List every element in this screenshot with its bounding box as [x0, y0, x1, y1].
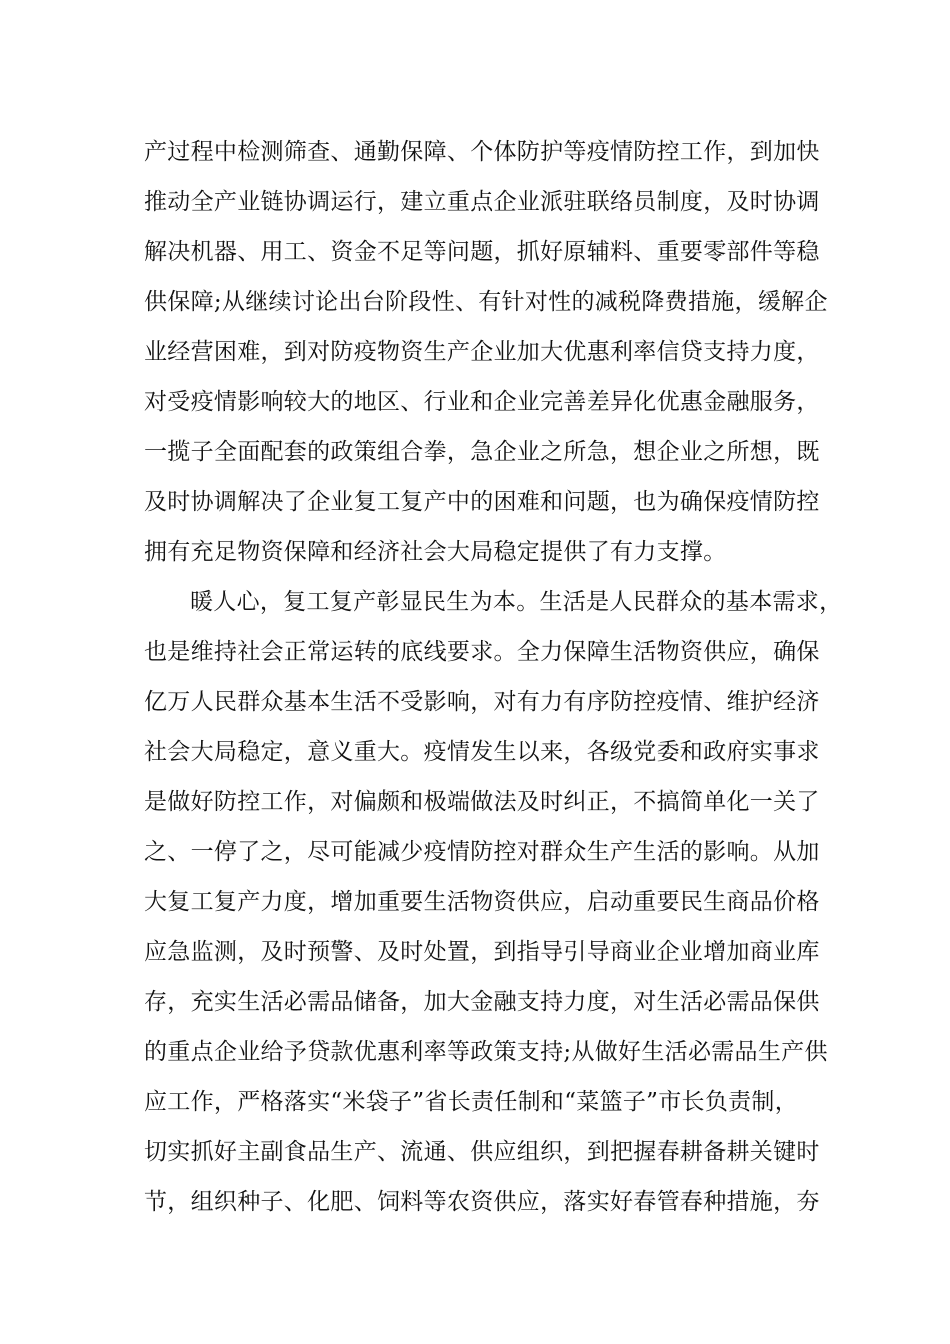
text-line: 产过程中检测筛查、通勤保障、个体防护等疫情防控工作，到加快: [144, 139, 820, 165]
text-line: 也是维持社会正常运转的底线要求。全力保障生活物资供应，确保: [144, 639, 820, 665]
text-line: 业经营困难，到对防疫物资生产企业加大优惠利率信贷支持力度，: [144, 339, 820, 365]
text-line: 的重点企业给予贷款优惠利率等政策支持;从做好生活必需品生产供: [144, 1039, 828, 1065]
text-line: 及时协调解决了企业复工复产中的困难和问题，也为确保疫情防控: [144, 489, 820, 515]
text-line: 大复工复产力度，增加重要生活物资供应，启动重要民生商品价格: [144, 889, 820, 915]
text-line: 亿万人民群众基本生活不受影响，对有力有序防控疫情、维护经济: [144, 689, 820, 715]
text-line: 节，组织种子、化肥、饲料等农资供应，落实好春管春种措施，夯: [144, 1189, 820, 1215]
text-line: 之、一停了之，尽可能减少疫情防控对群众生产生活的影响。从加: [144, 839, 820, 865]
text-line: 应工作，严格落实“米袋子”省长责任制和“菜篮子”市长负责制，: [144, 1089, 799, 1115]
text-line: 对受疫情影响较大的地区、行业和企业完善差异化优惠金融服务，: [144, 389, 820, 415]
text-line: 推动全产业链协调运行，建立重点企业派驻联络员制度，及时协调: [144, 189, 820, 215]
text-line: 供保障;从继续讨论出台阶段性、有针对性的减税降费措施，缓解企: [144, 289, 828, 315]
text-line: 切实抓好主副食品生产、流通、供应组织，到把握春耕备耕关键时: [144, 1139, 820, 1165]
paragraph-first-line: 暖人心，复工复产彰显民生为本。生活是人民群众的基本需求，: [190, 589, 843, 615]
text-line: 解决机器、用工、资金不足等问题，抓好原辅料、重要零部件等稳: [144, 239, 820, 265]
text-line: 一揽子全面配套的政策组合拳，急企业之所急，想企业之所想，既: [144, 439, 820, 465]
text-line: 是做好防控工作，对偏颇和极端做法及时纠正，不搞简单化一关了: [144, 789, 820, 815]
text-line: 存，充实生活必需品储备，加大金融支持力度，对生活必需品保供: [144, 989, 820, 1015]
text-line: 社会大局稳定，意义重大。疫情发生以来，各级党委和政府实事求: [144, 739, 820, 765]
text-line: 应急监测，及时预警、及时处置，到指导引导商业企业增加商业库: [144, 939, 820, 965]
text-line: 拥有充足物资保障和经济社会大局稳定提供了有力支撑。: [144, 539, 727, 565]
